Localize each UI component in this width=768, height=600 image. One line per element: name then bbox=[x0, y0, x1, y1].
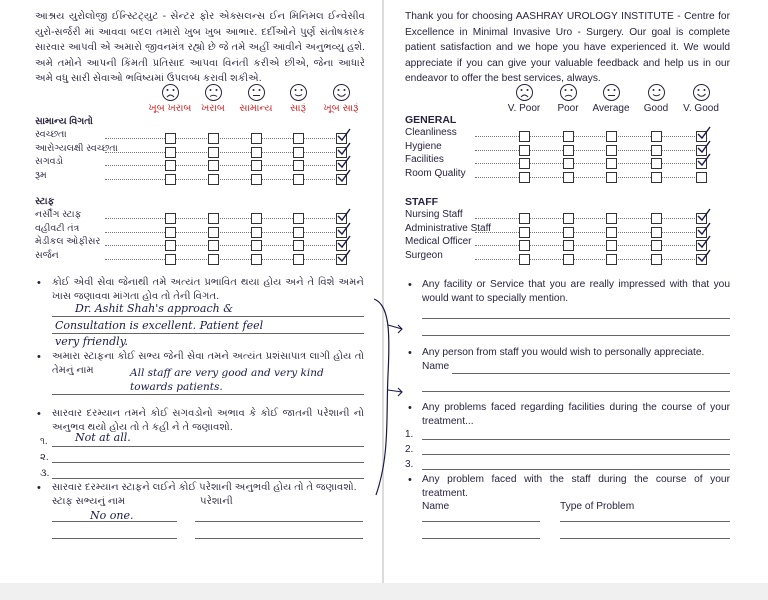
right-q4-line-1b bbox=[560, 521, 730, 522]
rating-checkbox[interactable] bbox=[651, 145, 662, 156]
rating-checkbox[interactable] bbox=[208, 147, 219, 158]
rating-row-label: સગવડો bbox=[35, 156, 64, 167]
face-icon bbox=[247, 83, 266, 102]
hand-drawn-brace bbox=[368, 295, 404, 505]
check-mark-icon bbox=[697, 222, 711, 236]
rating-checkbox[interactable] bbox=[165, 147, 176, 158]
rating-checkbox[interactable] bbox=[651, 158, 662, 169]
check-mark-icon bbox=[697, 235, 711, 249]
check-mark-icon bbox=[697, 126, 711, 140]
right-q4-col-problem: Type of Problem bbox=[560, 501, 635, 512]
left-general-heading: સામાન્ય વિગતો bbox=[35, 116, 93, 127]
face-icon bbox=[161, 83, 180, 102]
rating-checkbox[interactable] bbox=[606, 172, 617, 183]
rating-label: સારૂં bbox=[290, 103, 306, 114]
rating-checkbox[interactable] bbox=[165, 213, 176, 224]
rating-checkbox[interactable] bbox=[208, 254, 219, 265]
left-q1-text: કોઈ એવી સેવા જેનાથી તમે અત્યંત પ્રભાવિત થયા હોય અને તે વિશે અમને ખાસ જણાવવા માંગતા હોવ તો તેની વિગત. bbox=[52, 277, 364, 302]
left-q4-line-2b bbox=[195, 538, 363, 539]
left-q3-line-1 bbox=[52, 446, 364, 447]
rating-checkbox[interactable] bbox=[563, 172, 574, 183]
right-q3-bullet: • bbox=[408, 402, 412, 414]
leader-dots bbox=[105, 138, 341, 139]
rating-row-label: Hygiene bbox=[405, 140, 442, 152]
rating-checkbox[interactable] bbox=[293, 254, 304, 265]
right-q3-num-1: 1. bbox=[405, 429, 414, 440]
check-mark-icon bbox=[337, 222, 351, 236]
leader-dots bbox=[105, 152, 341, 153]
rating-checkbox[interactable] bbox=[563, 145, 574, 156]
left-q1-answer-3: very friendly. bbox=[55, 335, 128, 348]
left-q1-answer-2: Consultation is excellent. Patient feel bbox=[55, 319, 264, 332]
rating-label: V. Poor bbox=[507, 103, 541, 114]
face-icon bbox=[204, 83, 223, 102]
rating-checkbox[interactable] bbox=[293, 227, 304, 238]
left-q1-bullet: • bbox=[37, 277, 41, 289]
left-intro-paragraph: આશ્રય યુરોલોજી ઈન્સ્ટિટ્યુટ - સેન્ટર ફોર એક્સલન્સ ઈન મિનિમલ ઈન્વેસીવ યુરો-સર્જરી માં આવવા બદલ તમારો ખુબ ખુબ આભાર. દર્દીઓને પુર્ણ સંતોષકારક સારવાર આપવી એ અમારો જીવનમંત્ર રહ્યો છે જે તમે અહીં આવીને અનુભવ્યુ હશે. અમે તમોને આપની કિંમતી પ્રતિસાદ આપવા વિનંતી કરીએ છીએ, જેના આધારે અમે વધુ સારી સેવાઓ ભવિષ્યમાં ઉપલબ્ધ કરાવી શકીએ. bbox=[35, 11, 365, 85]
rating-checkbox[interactable] bbox=[251, 254, 262, 265]
rating-row-label: Cleanliness bbox=[405, 127, 457, 138]
left-q3-num-3: ૩. bbox=[40, 468, 50, 479]
right-q1-text: Any facility or Service that you are really impressed with that you would want to specially mention. bbox=[422, 279, 730, 304]
right-q4-bullet: • bbox=[408, 474, 412, 486]
rating-checkbox[interactable] bbox=[165, 160, 176, 171]
right-q4-line-2a bbox=[422, 538, 540, 539]
rating-checkbox[interactable] bbox=[651, 131, 662, 142]
left-q3-line-2 bbox=[52, 462, 364, 463]
leader-dots bbox=[475, 163, 701, 164]
rating-checkbox[interactable] bbox=[563, 240, 574, 251]
rating-checkbox[interactable] bbox=[165, 254, 176, 265]
left-q4-line-1b bbox=[195, 521, 363, 522]
rating-checkbox[interactable] bbox=[606, 145, 617, 156]
rating-checkbox[interactable] bbox=[293, 160, 304, 171]
rating-row-label: વહીવટી તંત્ર bbox=[35, 222, 80, 234]
rating-checkbox[interactable] bbox=[165, 174, 176, 185]
rating-checkbox[interactable] bbox=[519, 172, 530, 183]
rating-checkbox[interactable] bbox=[165, 227, 176, 238]
rating-row-label: આરોગ્યલક્ષી સ્વચ્છતા bbox=[35, 142, 118, 154]
left-q4-text: સારવાર દરમ્યાન સ્ટાફને લઈને કોઈ પરેશાની અનુભવી હોય તો તે જણાવશો. bbox=[52, 482, 357, 493]
rating-row-label: નર્સીંગ સ્ટાફ bbox=[35, 209, 82, 220]
right-q3-line-1 bbox=[422, 439, 730, 440]
face-icon bbox=[515, 83, 534, 102]
left-q4-line-1a bbox=[52, 521, 177, 522]
check-mark-icon bbox=[337, 208, 351, 222]
rating-checkbox[interactable] bbox=[519, 213, 530, 224]
left-q1-answer-1: Dr. Ashit Shah's approach & bbox=[75, 302, 234, 315]
left-q1-line-1 bbox=[52, 316, 364, 317]
left-staff-heading: સ્ટાફ bbox=[35, 196, 55, 207]
check-mark-icon bbox=[337, 155, 351, 169]
rating-checkbox[interactable] bbox=[165, 133, 176, 144]
left-q4-answer: No one. bbox=[90, 509, 134, 522]
right-q3-line-3 bbox=[422, 469, 730, 470]
right-q2-line-2 bbox=[422, 391, 730, 392]
rating-checkbox[interactable] bbox=[251, 240, 262, 251]
check-mark-icon bbox=[337, 128, 351, 142]
rating-row-label: સર્જન bbox=[35, 249, 59, 261]
right-staff-heading: STAFF bbox=[405, 196, 439, 208]
rating-row-label: Medical Officer bbox=[405, 236, 472, 247]
leader-dots bbox=[475, 136, 701, 137]
rating-checkbox[interactable] bbox=[563, 227, 574, 238]
rating-checkbox[interactable] bbox=[251, 227, 262, 238]
right-q3-num-2: 2. bbox=[405, 444, 414, 455]
rating-row-label: રૂમ bbox=[35, 169, 47, 181]
rating-checkbox[interactable] bbox=[519, 158, 530, 169]
rating-checkbox[interactable] bbox=[293, 174, 304, 185]
left-q4-col-name: સ્ટાફ સભ્યનું નામ bbox=[52, 496, 126, 507]
rating-checkbox[interactable] bbox=[519, 227, 530, 238]
face-icon bbox=[692, 83, 711, 102]
rating-checkbox[interactable] bbox=[563, 158, 574, 169]
rating-checkbox[interactable] bbox=[651, 227, 662, 238]
left-q2-text: અમારા સ્ટાફના કોઈ સભ્ય જેની સેવા તમને અત્યંત પ્રશંસાપાત્ર લાગી હોય તો તેમનું નામ bbox=[52, 351, 364, 376]
left-q1-line-2 bbox=[52, 333, 364, 334]
leader-dots bbox=[105, 179, 341, 180]
right-q3-text: Any problems faced regarding facilities during the course of your treatment... bbox=[422, 402, 730, 427]
leader-dots bbox=[475, 245, 701, 246]
left-q4-line-2a bbox=[52, 538, 177, 539]
rating-checkbox[interactable] bbox=[293, 240, 304, 251]
rating-checkbox[interactable] bbox=[208, 240, 219, 251]
leader-dots bbox=[105, 259, 341, 260]
rating-checkbox[interactable] bbox=[208, 160, 219, 171]
rating-checkbox[interactable] bbox=[563, 131, 574, 142]
right-q3-line-2 bbox=[422, 454, 730, 455]
right-q4-line-1a bbox=[422, 521, 540, 522]
rating-checkbox[interactable] bbox=[208, 133, 219, 144]
rating-checkbox[interactable] bbox=[606, 240, 617, 251]
face-icon bbox=[602, 83, 621, 102]
right-q2-text: Any person from staff you would wish to personally appreciate. bbox=[422, 347, 705, 358]
rating-checkbox[interactable] bbox=[606, 131, 617, 142]
right-intro-paragraph: Thank you for choosing AASHRAY UROLOGY INSTITUTE - Centre for Excellence in Minimal Invasive Uro - Surgery. Our goal is complete patient satisfaction and we hope you have experienced it. We would appreciate if you can give your valuable feedback and help us in our endeavor to offer the best services, always. bbox=[405, 11, 730, 85]
rating-row-label: મેડીકલ ઓફીસર bbox=[35, 236, 101, 247]
rating-checkbox[interactable] bbox=[251, 213, 262, 224]
check-mark-icon bbox=[697, 249, 711, 263]
rating-checkbox[interactable] bbox=[651, 254, 662, 265]
rating-row-label: Nursing Staff bbox=[405, 209, 463, 220]
right-q1-line-2 bbox=[422, 335, 730, 336]
rating-label: Good bbox=[643, 103, 669, 114]
rating-checkbox[interactable] bbox=[563, 213, 574, 224]
rating-row-label: Facilities bbox=[405, 154, 444, 165]
rating-label: ખૂબ સારૂં bbox=[323, 103, 359, 114]
left-q3-answer: Not at all. bbox=[75, 431, 131, 444]
face-icon bbox=[332, 83, 351, 102]
rating-checkbox[interactable] bbox=[208, 227, 219, 238]
rating-checkbox[interactable] bbox=[651, 240, 662, 251]
rating-checkbox[interactable] bbox=[208, 213, 219, 224]
leader-dots bbox=[475, 232, 701, 233]
rating-label: Average bbox=[592, 103, 630, 114]
check-mark-icon bbox=[337, 142, 351, 156]
rating-checkbox[interactable] bbox=[606, 213, 617, 224]
right-q4-line-2b bbox=[560, 538, 730, 539]
rating-row-label: Surgeon bbox=[405, 249, 443, 261]
left-q2-line bbox=[52, 394, 364, 395]
leader-dots bbox=[105, 232, 341, 233]
check-mark-icon bbox=[697, 153, 711, 167]
left-q3-bullet: • bbox=[37, 408, 41, 420]
check-mark-icon bbox=[697, 140, 711, 154]
face-icon bbox=[559, 83, 578, 102]
check-mark-icon bbox=[337, 235, 351, 249]
rating-checkbox[interactable] bbox=[208, 174, 219, 185]
leader-dots bbox=[475, 177, 701, 178]
rating-checkbox[interactable] bbox=[293, 133, 304, 144]
rating-label: ખૂબ ખરાબ bbox=[148, 103, 192, 114]
rating-checkbox[interactable] bbox=[251, 147, 262, 158]
rating-checkbox[interactable] bbox=[563, 254, 574, 265]
rating-checkbox[interactable] bbox=[519, 240, 530, 251]
rating-label: Poor bbox=[557, 103, 579, 114]
rating-row-label: સ્વચ્છતા bbox=[35, 129, 67, 140]
check-mark-icon bbox=[697, 208, 711, 222]
right-q1-line-1 bbox=[422, 318, 730, 319]
rating-checkbox[interactable] bbox=[165, 240, 176, 251]
leader-dots bbox=[475, 259, 701, 260]
check-mark-icon bbox=[337, 249, 351, 263]
rating-checkbox[interactable] bbox=[519, 145, 530, 156]
right-q4-col-name: Name bbox=[422, 501, 450, 512]
leader-dots bbox=[475, 218, 701, 219]
rating-checkbox[interactable] bbox=[651, 213, 662, 224]
rating-checkbox[interactable] bbox=[651, 172, 662, 183]
rating-row-label: Administrative Staff bbox=[405, 222, 491, 234]
leader-dots bbox=[105, 165, 341, 166]
left-q3-num-2: ૨. bbox=[40, 452, 49, 463]
rating-checkbox[interactable] bbox=[293, 147, 304, 158]
rating-label: ખરાબ bbox=[201, 103, 225, 114]
face-icon bbox=[289, 83, 308, 102]
rating-checkbox[interactable] bbox=[251, 160, 262, 171]
rating-row-label: Room Quality bbox=[405, 167, 466, 179]
right-q1-bullet: • bbox=[408, 279, 412, 291]
right-q4-text: Any problem faced with the staff during the course of your treatment. bbox=[422, 474, 730, 499]
left-q3-num-1: ૧. bbox=[40, 436, 48, 447]
check-mark-icon bbox=[337, 169, 351, 183]
left-q4-col-problem: પરેશાની bbox=[200, 496, 233, 507]
leader-dots bbox=[475, 150, 701, 151]
left-q3-text: સારવાર દરમ્યાન તમને કોઈ સગવડોનો અભાવ કે કોઈ જાતની પરેશાની નો અનુભવ થયો હોય તો તે કહી ને તે જણાવશો. bbox=[52, 408, 364, 433]
rating-checkbox[interactable] bbox=[519, 131, 530, 142]
rating-checkbox[interactable] bbox=[696, 172, 707, 183]
rating-checkbox[interactable] bbox=[606, 254, 617, 265]
left-q2-bullet: • bbox=[37, 351, 41, 363]
rating-checkbox[interactable] bbox=[519, 254, 530, 265]
leader-dots bbox=[105, 218, 341, 219]
rating-checkbox[interactable] bbox=[251, 174, 262, 185]
right-q3-num-3: 3. bbox=[405, 459, 414, 470]
rating-checkbox[interactable] bbox=[606, 158, 617, 169]
left-q2-answer: All staff are very good and very kind towards patients. bbox=[130, 367, 324, 393]
left-q4-bullet: • bbox=[37, 482, 41, 494]
rating-label: V. Good bbox=[683, 103, 719, 114]
rating-checkbox[interactable] bbox=[606, 227, 617, 238]
right-q2-name-label: Name bbox=[422, 361, 450, 372]
leader-dots bbox=[105, 245, 341, 246]
rating-label: સામાન્ય bbox=[239, 103, 273, 114]
right-general-heading: GENERAL bbox=[405, 114, 457, 126]
scan-bottom-edge bbox=[0, 583, 768, 600]
face-icon bbox=[647, 83, 666, 102]
right-q2-bullet: • bbox=[408, 347, 412, 359]
rating-checkbox[interactable] bbox=[251, 133, 262, 144]
rating-checkbox[interactable] bbox=[293, 213, 304, 224]
right-q2-line-1 bbox=[452, 373, 730, 374]
left-q3-line-3 bbox=[52, 478, 364, 479]
